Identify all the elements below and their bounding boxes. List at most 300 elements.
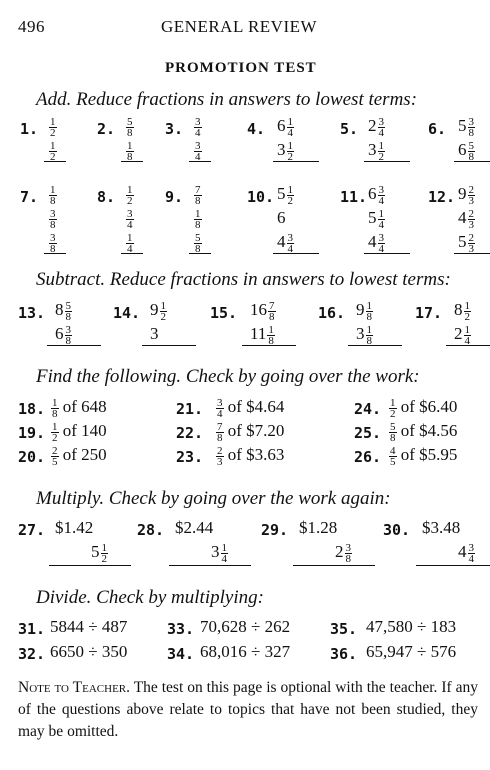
addend-row (48, 140, 57, 162)
addend-numerator: 1 (127, 231, 133, 244)
addend-value (48, 231, 57, 255)
addend-value (458, 231, 475, 255)
problem-number: 28. (137, 521, 165, 539)
problem-number: 22. (176, 424, 204, 442)
addend-row (193, 208, 202, 230)
page-title: PROMOTION TEST (165, 60, 317, 76)
addend-whole: 4 (368, 232, 377, 251)
problem-number: 19. (18, 424, 46, 442)
find-value (50, 444, 59, 468)
problem-number: 25. (354, 424, 382, 442)
find-numerator: 2 (217, 444, 223, 457)
addend-value (48, 207, 57, 231)
multiplicand: $3.48 (422, 518, 461, 537)
addend-whole: 6 (277, 116, 286, 135)
addend-value (368, 231, 385, 255)
subtract-fraction (464, 301, 472, 322)
answer-line (242, 345, 296, 346)
addend-denominator: 8 (195, 218, 201, 231)
problem-number: 29. (261, 521, 289, 539)
addend-denominator: 4 (378, 126, 384, 139)
addend-row (458, 140, 475, 162)
multiplier-numerator: 3 (345, 541, 351, 554)
addend-numerator: 2 (468, 183, 474, 196)
answer-line (121, 253, 143, 254)
addend-fraction (468, 141, 476, 162)
multiplicand: $1.42 (55, 518, 94, 537)
addend-numerator: 3 (378, 115, 384, 128)
addend-value (368, 139, 385, 163)
addend-row (458, 208, 475, 230)
addend-denominator: 8 (50, 242, 56, 255)
subtract-whole: 8 (454, 300, 463, 319)
find-numerator: 1 (52, 420, 58, 433)
addend-numerator: 1 (287, 115, 293, 128)
subtract-row (150, 324, 159, 344)
page-number: 496 (18, 17, 45, 36)
subtract-whole: 16 (250, 300, 267, 319)
answer-line (142, 345, 196, 346)
addend-denominator: 2 (287, 194, 293, 207)
find-expression (388, 445, 457, 467)
addend-fraction (126, 233, 134, 254)
find-denominator: 5 (52, 455, 58, 468)
subtract-whole: 8 (55, 300, 64, 319)
addend-value (48, 115, 57, 139)
addend-fraction (126, 117, 134, 138)
addend-denominator: 3 (468, 242, 474, 255)
find-value (50, 420, 59, 444)
addend-numerator: 1 (50, 183, 56, 196)
subtract-numerator: 7 (269, 299, 275, 312)
subtract-row (356, 324, 373, 346)
answer-line (189, 253, 211, 254)
multiplier (458, 542, 475, 564)
answer-line (293, 565, 375, 566)
problem-number: 15. (210, 304, 238, 322)
problem-number: 11. (340, 188, 368, 206)
addend-row (48, 116, 57, 138)
subtract-denominator: 8 (268, 334, 274, 347)
find-denominator: 8 (52, 407, 58, 420)
subtract-row (55, 300, 72, 322)
problem-number: 13. (18, 304, 46, 322)
subtract-value (454, 323, 471, 347)
addend-fraction (468, 233, 476, 254)
subtract-denominator: 8 (366, 334, 372, 347)
addend-numerator: 1 (50, 115, 56, 128)
note-label: Note to Teacher. (18, 679, 131, 696)
subtract-numerator: 1 (160, 299, 166, 312)
addend-whole: 6 (458, 140, 467, 159)
problem-number: 32. (18, 645, 46, 663)
addend-value (193, 231, 202, 255)
subtract-numerator: 5 (65, 299, 71, 312)
subtract-fraction (267, 325, 275, 346)
addend-numerator: 1 (127, 183, 133, 196)
find-fraction (51, 422, 59, 443)
subtract-denominator: 4 (464, 334, 470, 347)
problem-number: 7. (20, 188, 39, 206)
subtract-whole: 2 (454, 324, 463, 343)
find-expression (215, 445, 284, 467)
addend-denominator: 8 (195, 194, 201, 207)
addend-row (368, 232, 385, 254)
subtract-value (150, 299, 167, 323)
problem-number: 20. (18, 448, 46, 466)
subtract-whole: 11 (250, 324, 267, 343)
addend-row (193, 140, 202, 162)
divide-expression: 65,947 ÷ 576 (366, 642, 457, 661)
addend-denominator: 8 (50, 194, 56, 207)
addend-denominator: 4 (378, 242, 384, 255)
addend-fraction (287, 141, 295, 162)
addend-numerator: 5 (127, 115, 133, 128)
addend-row (125, 184, 134, 206)
find-value (215, 420, 224, 444)
subtract-value (55, 323, 72, 347)
problem-number: 36. (330, 645, 358, 663)
addend-fraction (378, 117, 386, 138)
find-fraction (216, 398, 224, 419)
multiplier-whole: 3 (211, 542, 220, 561)
multiply-instruction: Multiply. Check by going over the work again: (36, 488, 391, 509)
subtract-denominator: 2 (464, 310, 470, 323)
divide-expression: 5844 ÷ 487 (50, 617, 128, 636)
problem-number: 23. (176, 448, 204, 466)
find-fraction (51, 446, 59, 467)
addend-numerator: 3 (378, 231, 384, 244)
subtract-denominator: 8 (366, 310, 372, 323)
problem-number: 1. (20, 120, 39, 138)
subtract-value (250, 299, 276, 323)
addend-fraction (194, 233, 202, 254)
subtract-fraction (65, 325, 73, 346)
addend-value (125, 231, 134, 255)
find-text: of $5.95 (396, 445, 458, 464)
addend-row (193, 184, 202, 206)
addend-value (277, 208, 286, 227)
addend-numerator: 2 (468, 231, 474, 244)
subtract-denominator: 8 (269, 310, 275, 323)
find-value (215, 444, 224, 468)
subtract-row (55, 324, 72, 346)
addend-denominator: 4 (127, 242, 133, 255)
addend-row (368, 208, 385, 230)
problem-number: 26. (354, 448, 382, 466)
addend-whole: 2 (368, 116, 377, 135)
problem-number: 8. (97, 188, 116, 206)
find-expression (215, 421, 284, 443)
find-expression (50, 397, 107, 419)
addend-whole: 4 (277, 232, 286, 251)
addend-value (125, 115, 134, 139)
multiplier-fraction (101, 543, 109, 564)
subtract-value (454, 299, 471, 323)
addend-fraction (126, 209, 134, 230)
multiplier-whole: 4 (458, 542, 467, 561)
addend-denominator: 4 (195, 126, 201, 139)
subtract-fraction (464, 325, 472, 346)
answer-line (364, 161, 410, 162)
addend-value (368, 115, 385, 139)
add-instruction: Add. Reduce fractions in answers to lowest terms: (36, 89, 418, 110)
addend-row (458, 232, 475, 254)
addend-denominator: 8 (50, 218, 56, 231)
problem-number: 30. (383, 521, 411, 539)
problem-number: 17. (415, 304, 443, 322)
problem-number: 6. (428, 120, 447, 138)
addend-fraction (194, 141, 202, 162)
divide-expression: 68,016 ÷ 327 (200, 642, 291, 661)
subtract-row (454, 300, 471, 322)
addend-row (277, 208, 286, 228)
addend-whole: 3 (368, 140, 377, 159)
subtract-fraction (366, 301, 374, 322)
addend-denominator: 4 (287, 242, 293, 255)
answer-line (446, 345, 490, 346)
addend-denominator: 4 (195, 150, 201, 163)
multiplicand: $1.28 (299, 518, 338, 537)
find-value (388, 396, 397, 420)
find-numerator: 1 (52, 396, 58, 409)
subtract-fraction (268, 301, 276, 322)
multiplicand: $2.44 (175, 518, 214, 537)
addend-denominator: 8 (127, 150, 133, 163)
problem-number: 2. (97, 120, 116, 138)
addend-fraction (287, 185, 295, 206)
multiplier-value (335, 541, 352, 565)
addend-value (193, 139, 202, 163)
addend-denominator: 4 (127, 218, 133, 231)
subtract-row (150, 300, 167, 322)
subtract-numerator: 1 (268, 323, 274, 336)
answer-line (454, 161, 490, 162)
multiplier (211, 542, 228, 564)
multiplier-value (91, 541, 108, 565)
addend-numerator: 3 (195, 115, 201, 128)
problem-number: 18. (18, 400, 46, 418)
addend-value (277, 231, 294, 255)
find-numerator: 7 (217, 420, 223, 433)
addend-fraction (49, 117, 57, 138)
addend-value (125, 139, 134, 163)
find-fraction (389, 398, 397, 419)
addend-row (277, 232, 294, 254)
subtract-denominator: 2 (160, 310, 166, 323)
addend-fraction (468, 209, 476, 230)
find-denominator: 5 (390, 455, 396, 468)
find-fraction (389, 446, 397, 467)
answer-line (348, 345, 402, 346)
problem-number: 16. (318, 304, 346, 322)
subtract-row (250, 324, 275, 346)
find-denominator: 2 (52, 431, 58, 444)
addend-numerator: 1 (378, 139, 384, 152)
addend-row (193, 116, 202, 138)
subtract-whole: 9 (356, 300, 365, 319)
problem-number: 12. (428, 188, 456, 206)
answer-line (273, 253, 319, 254)
find-value (50, 396, 59, 420)
addend-denominator: 3 (468, 218, 474, 231)
find-numerator: 5 (390, 420, 396, 433)
multiplier-fraction (221, 543, 229, 564)
multiplier-value (458, 541, 475, 565)
divide-expression: 6650 ÷ 350 (50, 642, 128, 661)
addend-value (48, 183, 57, 207)
subtract-fraction (65, 301, 73, 322)
subtract-row (356, 300, 373, 322)
find-expression (50, 445, 107, 467)
find-text: of $4.64 (223, 397, 285, 416)
addend-numerator: 1 (287, 139, 293, 152)
answer-line (364, 253, 410, 254)
find-numerator: 4 (390, 444, 396, 457)
addend-row (368, 184, 385, 206)
find-denominator: 3 (217, 455, 223, 468)
addend-value (193, 183, 202, 207)
addend-whole: 5 (277, 184, 286, 203)
addend-fraction (468, 117, 476, 138)
multiplier-denominator: 2 (101, 552, 107, 565)
addend-fraction (49, 141, 57, 162)
problem-number: 34. (167, 645, 195, 663)
addend-fraction (378, 185, 386, 206)
find-denominator: 2 (390, 407, 396, 420)
answer-line (169, 565, 251, 566)
addend-value (458, 183, 475, 207)
addend-fraction (49, 209, 57, 230)
addend-whole: 6 (368, 184, 377, 203)
addend-value (193, 115, 202, 139)
addend-numerator: 1 (127, 139, 133, 152)
addend-fraction (49, 233, 57, 254)
addend-row (368, 116, 385, 138)
addend-denominator: 2 (378, 150, 384, 163)
find-text: of 648 (58, 397, 107, 416)
addend-row (458, 116, 475, 138)
addend-fraction (378, 141, 386, 162)
find-denominator: 8 (390, 431, 396, 444)
addend-row (368, 140, 385, 162)
subtract-denominator: 8 (65, 334, 71, 347)
addend-value (458, 115, 475, 139)
answer-line (273, 161, 319, 162)
problem-number: 27. (18, 521, 46, 539)
addend-numerator: 5 (468, 139, 474, 152)
addend-denominator: 4 (378, 194, 384, 207)
find-text: of 250 (58, 445, 107, 464)
addend-numerator: 7 (195, 183, 201, 196)
addend-numerator: 3 (195, 139, 201, 152)
problem-number: 4. (247, 120, 266, 138)
find-text: of 140 (58, 421, 107, 440)
addend-row (125, 208, 134, 230)
find-text: of $4.56 (396, 421, 458, 440)
teacher-note (18, 677, 478, 743)
addend-numerator: 3 (378, 183, 384, 196)
addend-denominator: 8 (468, 126, 474, 139)
multiplier-numerator: 1 (221, 541, 227, 554)
subtract-value (356, 323, 373, 347)
addend-numerator: 5 (195, 231, 201, 244)
find-value (388, 444, 397, 468)
answer-line (189, 161, 211, 162)
addend-whole: 9 (458, 184, 467, 203)
find-numerator: 2 (52, 444, 58, 457)
multiplier-numerator: 3 (468, 541, 474, 554)
addend-denominator: 2 (50, 126, 56, 139)
addend-value (277, 139, 294, 163)
answer-line (44, 253, 66, 254)
subtract-fraction (160, 301, 168, 322)
addend-whole: 5 (458, 116, 467, 135)
answer-line (416, 565, 490, 566)
multiplier-denominator: 8 (345, 552, 351, 565)
multiplier-numerator: 1 (101, 541, 107, 554)
addend-whole: 5 (368, 208, 377, 227)
subtract-value (250, 323, 275, 347)
problem-number: 33. (167, 620, 195, 638)
addend-fraction (49, 185, 57, 206)
subtract-whole: 9 (150, 300, 159, 319)
problem-number: 24. (354, 400, 382, 418)
addend-row (48, 184, 57, 206)
subtract-whole: 3 (356, 324, 365, 343)
multiplier-fraction (468, 543, 476, 564)
multiplier-fraction (345, 543, 353, 564)
multiplier-whole: 2 (335, 542, 344, 561)
problem-number: 31. (18, 620, 46, 638)
addend-fraction (194, 209, 202, 230)
addend-fraction (468, 185, 476, 206)
divide-expression: 47,580 ÷ 183 (366, 617, 457, 636)
subtract-denominator: 8 (65, 310, 71, 323)
addend-denominator: 8 (468, 150, 474, 163)
addend-fraction (126, 141, 134, 162)
find-numerator: 3 (217, 396, 223, 409)
find-fraction (51, 398, 59, 419)
problem-number: 10. (247, 188, 275, 206)
addend-row (125, 232, 134, 254)
subtract-row (454, 324, 471, 346)
addend-whole: 5 (458, 232, 467, 251)
answer-line (44, 161, 66, 162)
addend-fraction (126, 185, 134, 206)
find-expression (388, 421, 457, 443)
addend-row (48, 208, 57, 230)
addend-value (458, 139, 475, 163)
find-fraction (389, 422, 397, 443)
addend-whole: 6 (277, 208, 286, 227)
addend-numerator: 3 (50, 231, 56, 244)
find-instruction: Find the following. Check by going over the work: (36, 366, 420, 387)
find-numerator: 1 (390, 396, 396, 409)
addend-fraction (194, 117, 202, 138)
find-expression (50, 421, 107, 443)
addend-denominator: 3 (468, 194, 474, 207)
addend-whole: 3 (277, 140, 286, 159)
addend-value (193, 207, 202, 231)
addend-numerator: 1 (195, 207, 201, 220)
addend-fraction (287, 117, 295, 138)
addend-value (277, 183, 294, 207)
subtract-row (250, 300, 276, 322)
find-text: of $6.40 (396, 397, 458, 416)
addend-row (277, 184, 294, 206)
problem-number: 35. (330, 620, 358, 638)
